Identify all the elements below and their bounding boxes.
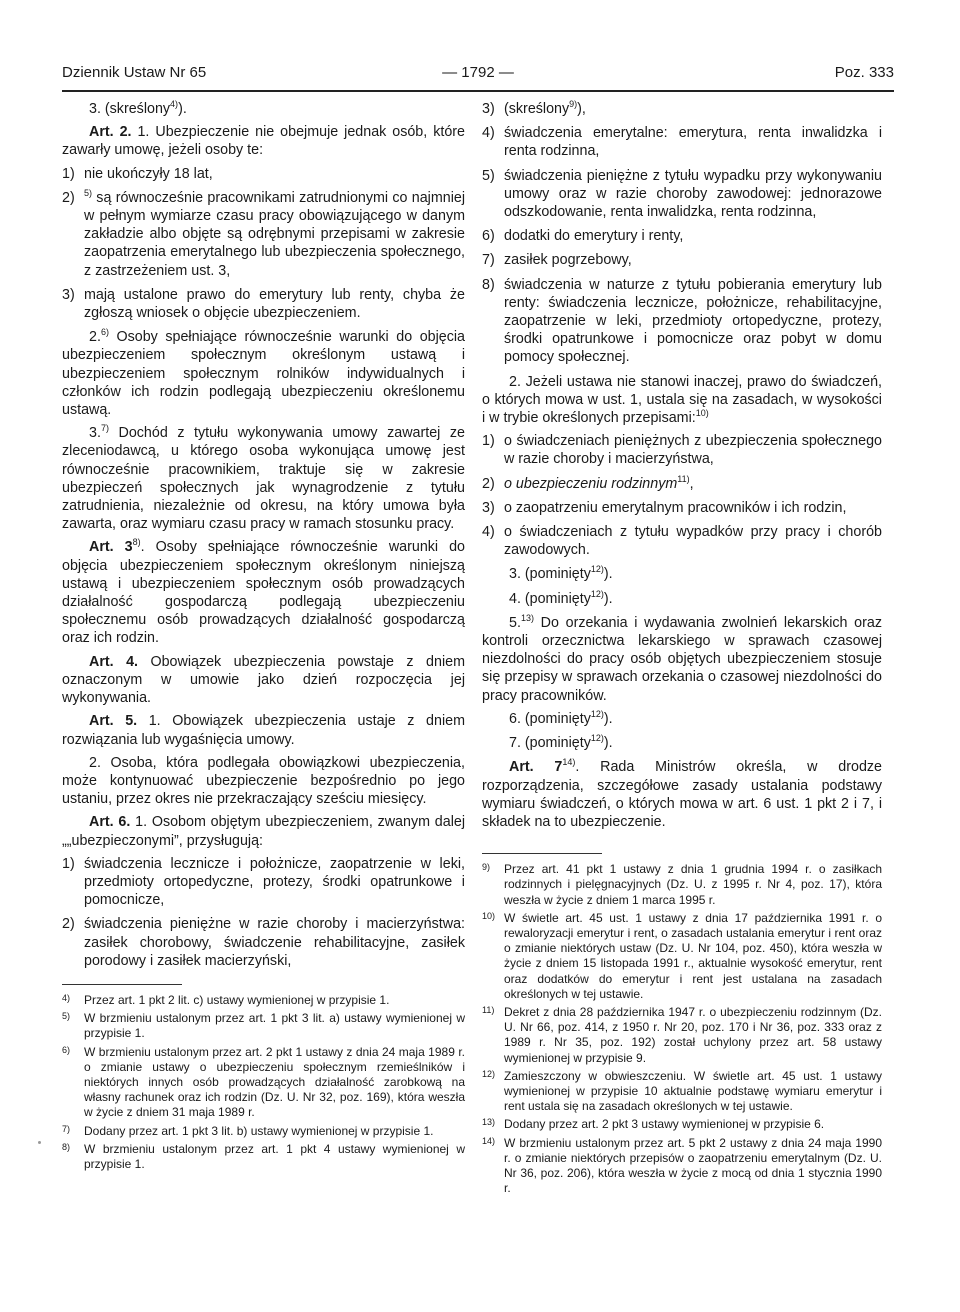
list-item: 5) świadczenia pieniężne z tytułu wypadku przy wykonywaniu umowy oraz w razie choroby zawodowej: jednorazowe odszkodowanie, renta inwalidzka, renta rodzinna, xyxy=(482,167,882,221)
paragraph: 3.$^{7)}$ Dochód z tytułu wykonywania umowy zawartej ze zleceniodawcą, u którego osoba wykonująca umowę jest równocześnie pracownikiem, traktuje się w zakresie ubezpieczeń społecznych jak wynagrodzenie z tytułu zatrudnienia, niezależnie od okresu, na który umowa była zawarta, oraz wymiaru czasu pracy w ramach stosunku pracy. xyxy=(62,423,465,533)
paragraph: 5.$^{13)}$ Do orzekania i wydawania zwolnień lekarskich oraz kontroli orzecznictwa lekarskiego w sprawach czasowej niezdolności do pracy osób objętych ubezpieczeniem stosuje się przepisy w sprawach orzekania o czasowej niezdolności do pracy pracowników. xyxy=(482,612,882,704)
article-2: Art. 2. 1. Ubezpieczenie nie obejmuje jednak osób, które zawarły umowę, jeżeli osoby te: xyxy=(62,124,465,159)
list-item: 2) świadczenia pieniężne w razie choroby i macierzyństwa: zasiłek chorobowy, świadczenie rehabilitacyjne, zasiłek porodowy i zasiłek macierzyński, xyxy=(62,916,465,969)
omitted-paragraph: 3. (pominięty$^{12)}$). xyxy=(509,564,613,583)
list-item: 4) świadczenia emerytalne: emerytura, renta inwalidzka i renta rodzinna, xyxy=(482,125,882,160)
footnote: 14) W brzmieniu ustalonym przez art. 5 pkt 2 ustawy z dnia 24 maja 1990 r. o zmianie niektórych przepisów o zaopatrzeniu emerytalnym (Dz. U. Nr 36, poz. 206), która weszła w życie z mocą od dnia 1 stycznia 1990 r. xyxy=(482,1135,882,1196)
footnote: 11) Dekret z dnia 28 października 1947 r. o ubezpieczeniu rodzinnym (Dz. U. Nr 66, poz. 414, z 1950 r. Nr 20, poz. 170 i Nr 36, poz. 333 oraz z 1989 r. Nr 35, poz. 192) został uchylony przez art. 58 ustawy wymienionej w przypisie 9. xyxy=(482,1004,882,1065)
footnote: 6) W brzmieniu ustalonym przez art. 2 pkt 1 ustawy z dnia 24 maja 1989 r. o zmianie ustawy o ubezpieczeniu społecznym rzemieślników i niektórych innych osób prowadzących działalność zarobkową na własny rachunek oraz ich rodzin (Dz. U. Nr 32, poz. 169), która weszła w życie z dniem 31 maja 1989 r. xyxy=(62,1044,465,1120)
omitted-paragraph: 6. (pominięty$^{12)}$). xyxy=(509,708,613,727)
paragraph: 2.$^{6)}$ Osoby spełniające równocześnie warunki do objęcia ubezpieczeniem społecznym określonym ustawą i ubezpieczeniem społecznym rolników indywidualnych i członków ich rodzin podlegają ubezpieczeniu określonemu ustawą. xyxy=(62,327,465,419)
footnotes xyxy=(62,993,465,1172)
article-7: Art. 7$^{14)}$. Rada Ministrów określa, w drodze rozporządzenia, szczegółowe zasady ustalania podstawy wymiaru świadczeń, o których mowa w art. 6 ust. 1 pkt 2 i 7, i składek na to ubezpieczenie. xyxy=(482,757,882,830)
list-item: 1) świadczenia lecznicze i położnicze, zaopatrzenie w leki, przedmioty ortopedyczne, protezy, środki opatrunkowe i pomocnicze, xyxy=(62,855,465,909)
list-item: 2) $^{5)}$ są równocześnie pracownikami zatrudnionymi co najmniej w pełnym wymiarze czasu pracy obowiązującego w danym zakładzie albo objęte są odrębnymi przepisami w zakresie zaopatrzenia emerytalnego lub ubezpieczenia społecznego, z zastrzeżeniem ust. 3, xyxy=(62,187,465,279)
footnote-separator xyxy=(482,853,602,854)
list-item: 1) nie ukończyły 18 lat, xyxy=(62,165,213,182)
list-item: 2) o ubezpieczeniu rodzinnym$^{11)}$, xyxy=(482,473,694,492)
list-item: 1) o świadczeniach pieniężnych z ubezpieczenia społecznego w razie choroby i macierzyństwa, xyxy=(482,433,882,468)
footnote-separator xyxy=(62,984,182,985)
footnote: 4) Przez art. 1 pkt 2 lit. c) ustawy wymienionej w przypisie 1. xyxy=(62,992,390,1007)
list-item: 3) mają ustalone prawo do emerytury lub renty, chyba że zgłoszą wniosek o objęcie ubezpieczeniem. xyxy=(62,286,465,322)
article-6: Art. 6. 1. Osobom objętym ubezpieczeniem, zwanym dalej „„ubezpieczonymi”, przysługują: xyxy=(62,814,465,849)
left-column xyxy=(62,100,465,1175)
article-3: Art. 3$^{8)}$. Osoby spełniające równocześnie warunki do objęcia ubezpieczeniem społecznym określonym niniejszą ustawą i ubezpieczeniem społecznym osób prowadzących działalność gospodarczą podlegają ubezpieczeniu społecznemu osób prowadzących działalność gospodarczą oraz ich rodzin. xyxy=(62,537,465,647)
list-item: 7) zasiłek pogrzebowy, xyxy=(482,252,632,269)
footnote: 12) Zamieszczony w obwieszczeniu. W świetle art. 45 ust. 1 ustawy wymienionej w przypisie 10 aktualnie podstawę wymiaru emerytur i rent ustala się na zasadach określonych w tej ustawie. xyxy=(482,1068,882,1114)
list-item: 3) (skreślony$^{9)}$), xyxy=(482,99,586,117)
list-item: 6) dodatki do emerytury i renty, xyxy=(482,228,684,245)
omitted-paragraph: 4. (pominięty$^{12)}$). xyxy=(509,588,613,607)
list-item: 4) o świadczeniach z tytułu wypadków przy pracy i chorób zawodowych. xyxy=(482,524,882,559)
article-5: Art. 5. 1. Obowiązek ubezpieczenia ustaje z dniem rozwiązania lub wygaśnięcia umowy. xyxy=(62,713,465,748)
paragraph: 3. (skreślony$^{4)}$). xyxy=(89,99,187,117)
position-number: Poz. 333 xyxy=(834,64,894,81)
footnote: 5) W brzmieniu ustalonym przez art. 1 pkt 3 lit. a) ustawy wymienionej w przypisie 1. xyxy=(62,1011,465,1041)
footnotes xyxy=(482,862,882,1196)
footnote: 7) Dodany przez art. 1 pkt 3 lit. b) ustawy wymienionej w przypisie 1. xyxy=(62,1123,434,1138)
journal-title: Dziennik Ustaw Nr 65 xyxy=(62,64,207,81)
page-header xyxy=(62,64,894,88)
article-4: Art. 4. Obowiązek ubezpieczenia powstaje z dniem oznaczonym w umowie jako dzień rozpoczęcia jej wykonywania. xyxy=(62,653,465,707)
omitted-paragraph: 7. (pominięty$^{12)}$). xyxy=(509,733,613,752)
paragraph: 2. Jeżeli ustawa nie stanowi inaczej, prawo do świadczeń, o których mowa w ust. 1, ustala się na zasadach, w wysokości i w trybie określonych przepisami:$^{10)}$ xyxy=(482,373,882,427)
article-label: Art. 2. xyxy=(89,124,132,141)
right-column xyxy=(482,100,882,1199)
scan-speck xyxy=(38,1141,41,1144)
footnote: 9) Przez art. 41 pkt 1 ustawy z dnia 1 grudnia 1994 r. o zasiłkach rodzinnych i pielęgnacyjnych (Dz. U. z 1995 r. Nr 4, poz. 17), która weszła w życie z dniem 1 marca 1995 r. xyxy=(482,862,882,907)
page-number: — 1792 — xyxy=(442,64,514,81)
header-rule xyxy=(62,90,894,92)
list-item: 8) świadczenia w naturze z tytułu pobierania emerytury lub renty: świadczenia lecznicze, położnicze, rehabilitacyjne, zaopatrzenie w leki, przedmioty ortopedyczne, protezy, środki opatrunkowe i pomocnicze oraz pobyt w domu pomocy społecznej. xyxy=(482,276,882,366)
footnote: 13) Dodany przez art. 2 pkt 3 ustawy wymienionej w przypisie 6. xyxy=(482,1117,825,1132)
paragraph: 2. Osoba, która podlegała obowiązkowi ubezpieczenia, może kontynuować ubezpieczenie bezpośrednio po jego ustaniu, przez okres nie przekraczający sześciu miesięcy. xyxy=(62,754,465,808)
list-item: 3) o zaopatrzeniu emerytalnym pracowników i ich rodzin, xyxy=(482,499,847,516)
footnote: 10) W świetle art. 45 ust. 1 ustawy z dnia 17 października 1991 r. o rewaloryzacji emerytur i rent, o zasadach ustalania emerytur i rent oraz o zmianie niektórych ustaw (Dz. U. Nr 104, poz. 450), która weszła w życie z dniem 15 listopada 1991 r., aktualnie wysokość emerytur, rent oraz dodatków do emerytur i rent jest ustalana na zasadach określonych w tej ustawie. xyxy=(482,910,882,1001)
footnote: 8) W brzmieniu ustalonym przez art. 1 pkt 4 ustawy wymienionej w przypisie 1. xyxy=(62,1141,465,1171)
